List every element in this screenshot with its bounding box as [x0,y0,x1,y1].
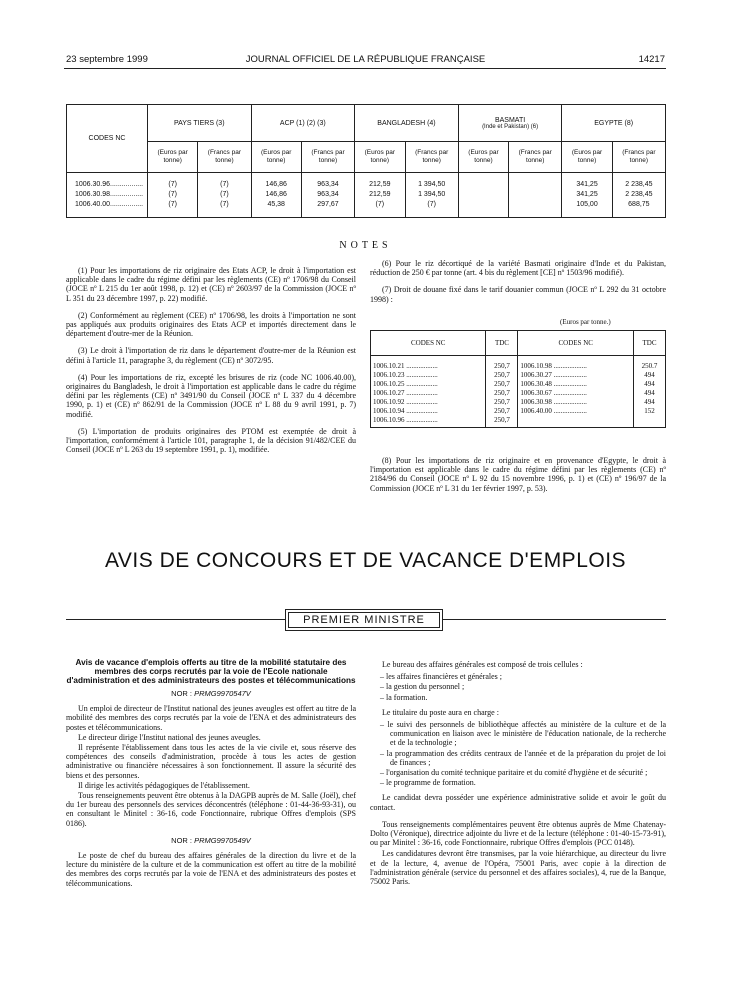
section-rule-left [66,619,285,620]
nor-code: PRMG9970547V [194,689,251,698]
cell: 2 238,45 [612,173,665,190]
article-paragraph: Le poste de chef du bureau des affaires générales de la direction du livre et de la lecture du ministère de la culture et de la communication est offert au titre de la mobilité des membres des corps recrutés par la voie de l'ENA et des administrateurs des postes et télécommunications. [66,851,356,888]
cell: (7) [198,173,251,190]
table-row: 1006.30.98................. (7) (7) 146,86 963,34 212,59 1 394,50 341,25 2 238,45 [67,189,666,199]
nor-line-1 [66,689,356,698]
code: 1006.10.98 [520,361,552,370]
code: 1006.10.96 [373,415,405,424]
article-paragraph: Les candidatures devront être transmises, par la voie hiérarchique, au directeur du livre et de la lecture, 4, avenue de l'Opéra, 75001 Paris, avec copie à la direction de l'administration générale (service du personnel et des affaires sociales), 4, rue de la Banque, 75002 Paris. [370,849,666,887]
tdc-value: 494 [634,388,666,397]
note-8-block [370,456,666,501]
tdc-table [370,330,666,428]
note-8: (8) Pour les importations de riz originaire et en provenance d'Egypte, le droit à l'importation est applicable dans le cadre du régime défini par les règlements (CE) nº 2184/96 du Conseil (JOCE nº L 92 du 15 novembre 1996, p. 1) et (CE) nº 196/97 de la Commission (JOCE nº L 31 du 1er février 1997, p. 53). [370,456,666,493]
tariff-table [66,104,666,218]
sub-euro: (Euros par tonne) [148,142,198,173]
row-code: 1006.40.00 [75,200,111,208]
cell: 963,34 [301,189,354,199]
header-rule [64,68,666,69]
sub-franc: (Francs par tonne) [198,142,251,173]
group-basmati [458,105,562,142]
code: 1006.30.48 [520,379,552,388]
article-paragraph: Le candidat devra posséder une expérience administrative solide et avoir le goût du contact. [370,793,666,812]
cell: 45,38 [251,199,301,218]
article-paragraph: Un emploi de directeur de l'Institut national des jeunes aveugles est offert au titre de la mobilité des membres des corps recrutés par la voie de l'ENA et des administrateurs des postes et télécommunications. [66,704,356,732]
sub-euro: (Euros par tonne) [458,142,508,173]
note-6: (6) Pour le riz décortiqué de la variété Basmati originaire d'Inde et du Pakistan, réduction de 250 € par tonne (art. 4 bis du règlement [CE] nº 1503/96 modifié). [370,259,666,278]
table-row: 1006.10.21 .................. 250,7 1006.10.98 ................... 250.7 [371,356,666,371]
col-codes: CODES NC [518,331,634,356]
table-row: 1006.40.00................. (7) (7) 45,38 297,67 (7) (7) 105,00 688,75 [67,199,666,218]
article-left-column [66,658,356,896]
cell: (7) [405,199,458,218]
sub-euro: (Euros par tonne) [562,142,612,173]
note-4: (4) Pour les importations de riz, excepté les brisures de riz (code NC 1006.40.00), originaires du Bangladesh, le droit à l'importation est applicable dans le cadre du régime défini par les règlements (CE) nº 3491/90 du Conseil (JOCE nº L 337 du 4 décembre 1990, p. 1) et (CE) nº 862/91 de la Commission (JOCE nº L 88 du 9 avril 1991, p. 7) modifié. [66,372,356,419]
nor-line-2 [66,836,356,845]
cell: (7) [355,199,405,218]
sub-franc: (Francs par tonne) [509,142,562,173]
tdc-value: 152 [634,406,666,415]
section-rule-right [442,619,666,620]
cell [509,173,562,190]
avis-title: AVIS DE CONCOURS ET DE VACANCE D'EMPLOIS [104,549,627,572]
cell: (7) [148,173,198,190]
row-code: 1006.30.96 [75,180,111,188]
header-page: 14217 [638,54,665,65]
col-codes: CODES NC [371,331,486,356]
cell [458,173,508,190]
note-3: (3) Le droit à l'importation de riz dans le département d'outre-mer de la Réunion est défini à l'article 11, paragraphe 3, du règlement (CE) nº 3072/95. [66,346,356,365]
article-paragraph: Tous renseignements complémentaires peuvent être obtenus auprès de Mme Chatenay-Dolto (Véronique), directrice adjointe du livre et de la lecture (téléphone : 01-40-15-73-91), ou par Minitel : 36-16, code Fonctionnaire, rubrique Offres d'emplois (PCC 0148). [370,819,666,848]
tdc-value: 250,7 [486,397,518,406]
article-paragraph: Il dirige les activités pédagogiques de l'établissement. [78,780,250,790]
nor-code: PRMG9970549V [194,835,251,845]
code: 1006.10.23 [373,370,405,379]
cell: 212,59 [355,173,405,190]
tdc-value: 250,7 [486,388,518,397]
article-paragraph: Tous renseignements peuvent être obtenus à la DAGPB auprès de M. Salle (Joël), chef du 1er bureau des personnels des services déconcentrés (téléphone : 01-44-36-93-31), ou en consultant le Minitel : 36-16, code Fonctionnaire, rubrique Offres d'emplois (SPS 0186). [66,791,356,828]
duties-list [370,720,666,787]
notes-right-column [370,259,666,312]
cell: 963,34 [301,173,354,190]
sub-franc: (Francs par tonne) [301,142,354,173]
sub-euro: (Euros par tonne) [251,142,301,173]
article-paragraph: Il représente l'établissement dans tous les actes de la vie civile et, sous réserve des compétences des conseils d'administration, procède à tous les actes de gestion administrative ou financière nécessaires à son fonctionnement. Il assure la sécurité des biens et des personnes. [66,743,356,780]
note-2: (2) Conformément au règlement (CEE) nº 1706/98, les droits à l'importation ne sont pas appliqués aux produits originaires des Etats ACP et importés directement dans le département d'outre-mer de la Réunion. [66,310,356,339]
cell [458,199,508,218]
article-right-column [370,660,666,894]
code: 1006.10.21 [373,361,405,370]
code: 1006.40.00 [520,406,552,415]
sub-franc: (Francs par tonne) [405,142,458,173]
table-row: 1006.10.94 .................. 250,7 1006.40.00 ................... 152 [371,406,666,415]
cell: (7) [198,189,251,199]
code: 1006.10.27 [373,388,405,397]
table-row: 1006.10.96 .................. 250,7 [371,415,666,428]
basmati-label: BASMATI [494,116,526,124]
group-egypte: EGYPTE (8) [562,105,666,142]
article-paragraph: Le titulaire du poste aura en charge : [382,707,499,717]
header-journal: JOURNAL OFFICIEL DE LA RÉPUBLIQUE FRANÇAISE [245,54,486,65]
article-paragraph: Le directeur dirige l'Institut national des jeunes aveugles. [78,732,261,742]
cell: 341,25 [562,189,612,199]
cells-list [370,672,666,702]
tdc-value: 494 [634,379,666,388]
article-paragraph: Le bureau des affaires générales est composé de trois cellules : [382,660,583,669]
code: 1006.30.27 [520,370,552,379]
list-item: – la programmation des crédits centraux de l'année et de la préparation du projet de loi de finances ; [380,749,666,767]
cell [509,199,562,218]
group-bangladesh: BANGLADESH (4) [355,105,459,142]
cell: (7) [148,199,198,218]
tdc-value: 250,7 [486,379,518,388]
cell: 688,75 [612,199,665,218]
sub-euro: (Euros par tonne) [355,142,405,173]
row-code: 1006.30.98 [75,190,111,198]
list-item: – le programme de formation. [380,778,666,787]
col-tdc: TDC [486,331,518,356]
cell: 1 394,50 [405,189,458,199]
cell: 2 238,45 [612,189,665,199]
col-codes-nc: CODES NC [67,105,148,173]
note-7: (7) Droit de douane fixé dans le tarif douanier commun (JOCE nº L 292 du 31 octobre 1998) : [370,285,666,304]
tdc-value: 494 [634,370,666,379]
cell: 105,00 [562,199,612,218]
table-row: 1006.10.27 .................. 250,7 1006.30.67 ................... 494 [371,388,666,397]
cell: (7) [148,189,198,199]
tdc-value: 494 [634,397,666,406]
nor-label: NOR : [171,835,193,845]
table-row: 1006.30.96................. (7) (7) 146,86 963,34 212,59 1 394,50 341,25 2 238,45 [67,173,666,190]
list-item: – l'organisation du comité technique paritaire et du comité d'hygiène et de sécurité ; [380,768,666,777]
note-5: (5) L'importation de produits originaires des PTOM est exemptée de droit à l'importation, conformément à l'article 101, paragraphe 1, de la décision 91/482/CEE du Conseil (JOCE nº L 263 du 19 septembre 1991, p. 1), modifiée. [66,426,356,455]
notes-left-column [66,266,356,462]
unit-label: (Euros par tonne.) [560,318,611,326]
cell: 212,59 [355,189,405,199]
cell [509,189,562,199]
cell: 341,25 [562,173,612,190]
code: 1006.30.98 [520,397,552,406]
code: 1006.10.94 [373,406,405,415]
cell: 297,67 [301,199,354,218]
tdc-value: 250,7 [486,415,518,428]
article-title: Avis de vacance d'emplois offerts au titre de la mobilité statutaire des membres des corps recrutés par la voie de l'Ecole nationale d'administration et des administrateurs des postes et télécommunications [66,658,356,685]
code: 1006.30.67 [520,388,552,397]
list-item: – la formation. [380,693,666,702]
basmati-sub: (Inde et Pakistan) (6) [482,123,539,130]
list-item: – les affaires financières et générales ; [380,672,666,681]
cell: 1 394,50 [405,173,458,190]
cell [458,189,508,199]
header-date: 23 septembre 1999 [66,54,148,65]
notes-title: NOTES [339,240,392,251]
table-row: 1006.10.92 .................. 250,7 1006.30.98 ................... 494 [371,397,666,406]
group-pays-tiers: PAYS TIERS (3) [148,105,252,142]
cell: (7) [198,199,251,218]
tdc-value: 250,7 [486,406,518,415]
cell: 146,86 [251,173,301,190]
table-row: 1006.10.23 .................. 250,7 1006.30.27 ................... 494 [371,370,666,379]
tdc-value: 250,7 [486,356,518,371]
section-title: PREMIER MINISTRE [288,612,440,628]
sub-franc: (Francs par tonne) [612,142,665,173]
tdc-value: 250,7 [486,370,518,379]
table-row: 1006.10.25 .................. 250,7 1006.30.48 ................... 494 [371,379,666,388]
code: 1006.10.25 [373,379,405,388]
note-1: (1) Pour les importations de riz originaire des Etats ACP, le droit à l'importation est applicable dans le cadre du régime défini par les règlements (CE) nº 1706/98 du Conseil (JOCE nº L 215 du 1er août 1998, p. 12) et (CE) nº 2603/97 de la Commission (JOCE nº L 351 du 23 décembre 1997, p. 22) modifié. [66,266,356,303]
list-item: – la gestion du personnel ; [380,682,666,691]
list-item: – le suivi des personnels de bibliothèque affectés au ministère de la culture et de la communication en liaison avec le ministère de l'éducation nationale, de la recherche et de la technologie ; [380,720,666,748]
nor-label: NOR : [171,689,193,698]
cell: 146,86 [251,189,301,199]
col-tdc: TDC [634,331,666,356]
group-acp: ACP (1) (2) (3) [251,105,355,142]
code: 1006.10.92 [373,397,405,406]
tdc-value: 250.7 [634,356,666,371]
